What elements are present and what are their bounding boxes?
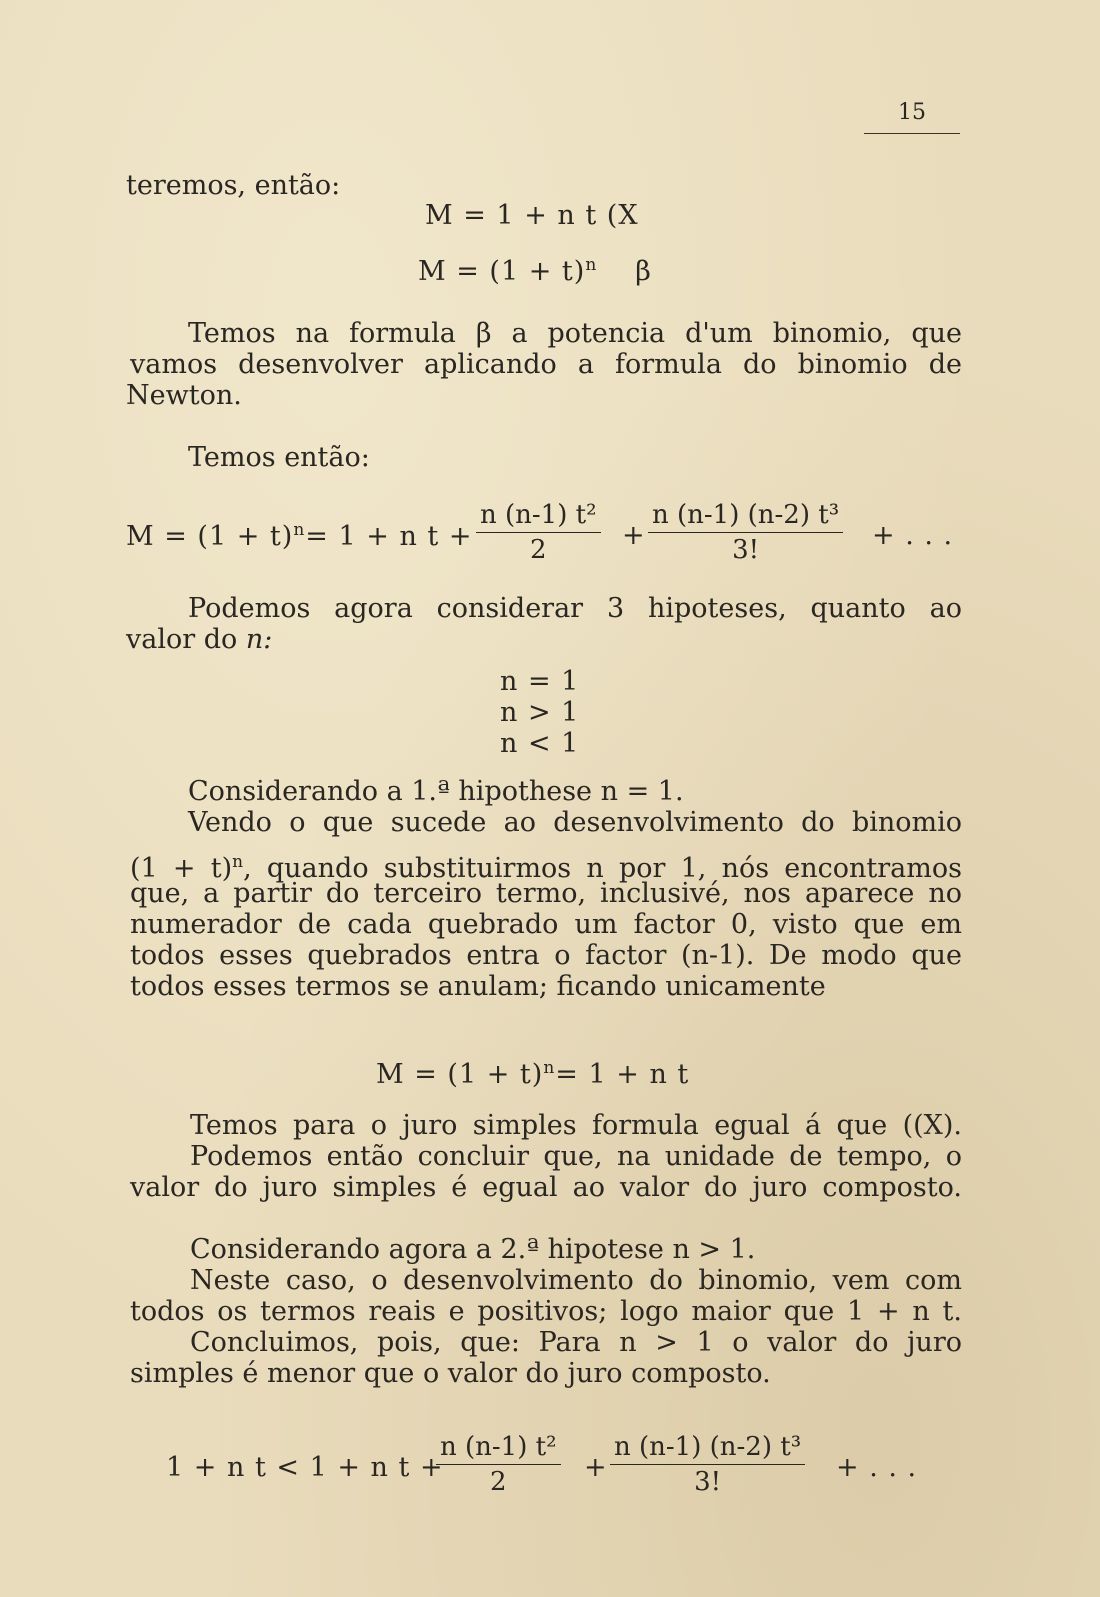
- fraction: [648, 500, 843, 565]
- exponent: n: [293, 520, 306, 540]
- text-line: numerador de cada quebrado um factor 0, visto que em: [130, 909, 962, 940]
- text-line: Considerando a 1.ª hipothese n = 1.: [188, 776, 684, 807]
- text-line: Vendo o que sucede ao desenvolvimento do binomio: [188, 807, 962, 838]
- text-line: todos esses quebrados entra o factor (n-1). De modo que: [130, 940, 962, 971]
- equation-term: M = (1 + t): [126, 521, 294, 552]
- fraction-denominator: 2: [529, 535, 547, 565]
- fraction-denominator: 3!: [732, 535, 760, 565]
- ellipsis-term: + . . .: [836, 1452, 918, 1483]
- text-fragment: , quando substituirmos n por 1, nós encontramos: [243, 853, 962, 884]
- text-fragment: valor do: [126, 624, 246, 655]
- text-line: simples é menor que o valor do juro composto.: [130, 1358, 771, 1389]
- hypothesis: n > 1: [500, 697, 580, 728]
- equation-term: = 1 + n t: [555, 1059, 690, 1090]
- equation-term: M = (1 + t): [376, 1059, 544, 1090]
- fraction: [436, 1432, 561, 1497]
- text-line: Temos para o juro simples formula egual á que ((X).: [190, 1110, 962, 1141]
- text-line: valor do juro simples é egual ao valor do juro composto.: [130, 1172, 962, 1203]
- exponent: n: [232, 852, 244, 872]
- page-number: 15: [898, 100, 926, 125]
- equation-tag: β: [635, 256, 652, 287]
- binomial-expansion-left: [126, 520, 472, 552]
- text-line: Podemos agora considerar 3 hipoteses, quanto ao: [188, 593, 962, 624]
- fraction-numerator: n (n-1) (n-2) t³: [610, 1432, 805, 1465]
- simplified-equation: [376, 1058, 689, 1090]
- text-line: Temos então:: [188, 442, 370, 473]
- text-fragment: (1 + t): [130, 853, 233, 884]
- text-line: Neste caso, o desenvolvimento do binomio, vem com: [190, 1265, 962, 1296]
- plus-sign: +: [584, 1452, 608, 1483]
- equation-beta-body: M = (1 + t): [418, 256, 586, 287]
- exponent: n: [585, 255, 598, 275]
- text-line: Considerando agora a 2.ª hipotese n > 1.: [190, 1234, 756, 1265]
- fraction: [476, 500, 601, 565]
- fraction-numerator: n (n-1) t²: [476, 500, 601, 533]
- fraction-numerator: n (n-1) t²: [436, 1432, 561, 1465]
- fraction-denominator: 3!: [694, 1467, 722, 1497]
- fraction: [610, 1432, 805, 1497]
- fraction-denominator: 2: [489, 1467, 507, 1497]
- equation-alpha: M = 1 + n t (X: [425, 200, 639, 231]
- text-line: Newton.: [126, 380, 242, 411]
- equation-beta: [418, 255, 652, 287]
- hypothesis: n < 1: [500, 728, 580, 759]
- header-rule: [864, 133, 960, 134]
- inequality-left: 1 + n t < 1 + n t +: [166, 1452, 444, 1483]
- text-line: vamos desenvolver aplicando a formula do binomio de: [130, 349, 962, 380]
- text-line: Podemos então concluir que, na unidade de tempo, o: [190, 1141, 962, 1172]
- variable-n: n:: [245, 624, 273, 655]
- text-line: todos esses termos se anulam; ficando unicamente: [130, 971, 826, 1002]
- ellipsis-term: + . . .: [872, 520, 954, 551]
- text-line: Concluimos, pois, que: Para n > 1 o valor do juro: [190, 1327, 962, 1358]
- fraction-numerator: n (n-1) (n-2) t³: [648, 500, 843, 533]
- exponent: n: [543, 1058, 556, 1078]
- text-line: que, a partir do terceiro termo, inclusivé, nos aparece no: [130, 878, 962, 909]
- text-line: teremos, então:: [126, 170, 341, 201]
- text-line: [126, 624, 272, 655]
- equation-term: = 1 + n t +: [305, 521, 473, 552]
- plus-sign: +: [622, 520, 646, 551]
- text-line: todos os termos reais e positivos; logo maior que 1 + n t.: [130, 1296, 962, 1327]
- text-line: Temos na formula β a potencia d'um binomio, que: [188, 318, 962, 349]
- hypothesis: n = 1: [500, 666, 580, 697]
